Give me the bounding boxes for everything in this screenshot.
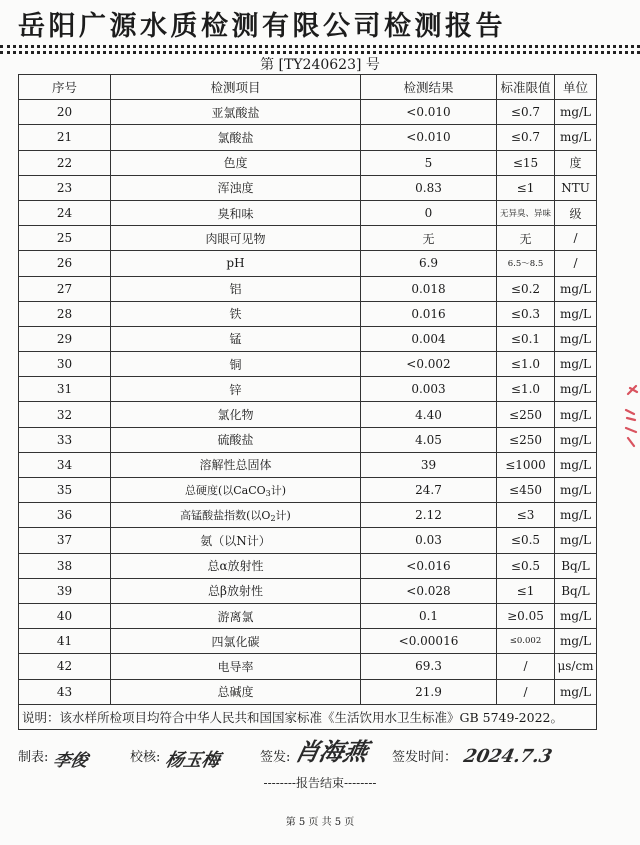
- table-row: [19, 654, 597, 679]
- row-unit: mg/L: [555, 402, 597, 427]
- row-unit: mg/L: [555, 352, 597, 377]
- row-item: 氨（以N计）: [111, 528, 361, 553]
- prepared-by-label: 制表:: [18, 750, 49, 765]
- row-number: 28: [19, 301, 111, 326]
- row-number: 35: [19, 478, 111, 503]
- row-result: 无: [361, 226, 497, 251]
- row-item: 肉眼可见物: [111, 226, 361, 251]
- row-unit: mg/L: [555, 478, 597, 503]
- issue-date-handwritten: 2024.7.3: [461, 746, 554, 767]
- report-end-note: --------报告结束--------: [263, 776, 377, 790]
- row-unit: mg/L: [555, 629, 597, 654]
- row-item: 色度: [111, 150, 361, 175]
- row-item: 亚氯酸盐: [111, 100, 361, 125]
- row-result: 0: [361, 200, 497, 225]
- row-unit: mg/L: [555, 452, 597, 477]
- table-row: [19, 377, 597, 402]
- row-item-subscript: 3: [265, 489, 271, 499]
- table-row: [19, 679, 597, 704]
- table-row: [19, 553, 597, 578]
- row-number: 39: [19, 578, 111, 603]
- row-item: 氯酸盐: [111, 125, 361, 150]
- table-row: [19, 226, 597, 251]
- col-header-limit: 标准限值: [497, 75, 555, 100]
- row-limit: ≤15: [497, 150, 555, 175]
- row-result: <0.002: [361, 352, 497, 377]
- col-header-item: 检测项目: [111, 75, 361, 100]
- row-result: 0.03: [361, 528, 497, 553]
- row-limit: 无: [497, 226, 555, 251]
- row-limit: ≤1: [497, 175, 555, 200]
- issued-by-signature: 肖海燕: [292, 737, 371, 766]
- row-limit: /: [497, 679, 555, 704]
- row-number: 25: [19, 226, 111, 251]
- row-number: 40: [19, 603, 111, 628]
- row-item: 氯化物: [111, 402, 361, 427]
- row-item-suffix: 计): [275, 509, 291, 523]
- row-result: 0.1: [361, 603, 497, 628]
- row-result: 21.9: [361, 679, 497, 704]
- row-result: <0.016: [361, 553, 497, 578]
- row-unit: Bq/L: [555, 553, 597, 578]
- row-result: <0.010: [361, 125, 497, 150]
- row-item: 臭和味: [111, 200, 361, 225]
- row-number: 42: [19, 654, 111, 679]
- table-row: [19, 578, 597, 603]
- checked-by-signature: 杨玉梅: [163, 750, 222, 771]
- row-limit: ≤250: [497, 402, 555, 427]
- title-dotted-rule-top: [0, 45, 640, 48]
- row-unit: Bq/L: [555, 578, 597, 603]
- row-unit: /: [555, 226, 597, 251]
- row-result: 0.004: [361, 326, 497, 351]
- row-limit: ≤0.7: [497, 100, 555, 125]
- report-title: 岳阳广源水质检测有限公司检测报告: [18, 11, 506, 42]
- row-item: 四氯化碳: [111, 629, 361, 654]
- row-item: 电导率: [111, 654, 361, 679]
- row-item: 游离氯: [111, 603, 361, 628]
- row-unit: mg/L: [555, 326, 597, 351]
- row-unit: /: [555, 251, 597, 276]
- row-unit: mg/L: [555, 603, 597, 628]
- row-number: 41: [19, 629, 111, 654]
- row-item: 锌: [111, 377, 361, 402]
- row-item: 总α放射性: [111, 553, 361, 578]
- table-row: [19, 276, 597, 301]
- row-unit: NTU: [555, 175, 597, 200]
- row-item: 浑浊度: [111, 175, 361, 200]
- row-number: 26: [19, 251, 111, 276]
- table-row: [19, 150, 597, 175]
- row-result: <0.028: [361, 578, 497, 603]
- row-result: 69.3: [361, 654, 497, 679]
- row-result: <0.00016: [361, 629, 497, 654]
- table-row: [19, 251, 597, 276]
- row-unit: mg/L: [555, 427, 597, 452]
- signature-row: [18, 736, 598, 770]
- row-unit: mg/L: [555, 100, 597, 125]
- red-seal-edge: [618, 380, 640, 460]
- row-item: [111, 478, 361, 503]
- table-row: [19, 629, 597, 654]
- row-result: 24.7: [361, 478, 497, 503]
- row-limit: ≤1: [497, 578, 555, 603]
- row-result: 0.83: [361, 175, 497, 200]
- table-row: [19, 603, 597, 628]
- row-unit: μs/cm: [555, 654, 597, 679]
- row-item: 溶解性总固体: [111, 452, 361, 477]
- row-unit: mg/L: [555, 503, 597, 528]
- row-unit: mg/L: [555, 276, 597, 301]
- note-row: [19, 704, 597, 729]
- row-result: 39: [361, 452, 497, 477]
- table-row: [19, 352, 597, 377]
- table-row: [19, 452, 597, 477]
- row-result: 2.12: [361, 503, 497, 528]
- row-limit: ≤0.2: [497, 276, 555, 301]
- row-number: 20: [19, 100, 111, 125]
- row-result: 6.9: [361, 251, 497, 276]
- row-result: 4.05: [361, 427, 497, 452]
- results-table: [18, 74, 597, 730]
- row-result: 0.016: [361, 301, 497, 326]
- row-item: [111, 503, 361, 528]
- row-item: 铜: [111, 352, 361, 377]
- row-number: 34: [19, 452, 111, 477]
- row-limit: ≤0.1: [497, 326, 555, 351]
- row-result: 5: [361, 150, 497, 175]
- report-number: 第 [TY240623] 号: [260, 57, 380, 73]
- table-row: [19, 402, 597, 427]
- row-unit: 度: [555, 150, 597, 175]
- row-limit: ≤250: [497, 427, 555, 452]
- row-number: 36: [19, 503, 111, 528]
- row-number: 38: [19, 553, 111, 578]
- row-limit: ≤0.7: [497, 125, 555, 150]
- row-unit: mg/L: [555, 377, 597, 402]
- conformity-note: 说明：该水样所检项目均符合中华人民共和国国家标准《生活饮用水卫生标准》GB 5749-2022。: [19, 704, 597, 729]
- table-row: [19, 100, 597, 125]
- table-row: [19, 528, 597, 553]
- row-item: 硫酸盐: [111, 427, 361, 452]
- row-item: 铁: [111, 301, 361, 326]
- row-number: 37: [19, 528, 111, 553]
- col-header-result: 检测结果: [361, 75, 497, 100]
- row-item: 总碱度: [111, 679, 361, 704]
- row-limit: ≤3: [497, 503, 555, 528]
- row-limit: ≤450: [497, 478, 555, 503]
- row-limit: ≤0.5: [497, 553, 555, 578]
- row-number: 32: [19, 402, 111, 427]
- table-row: [19, 503, 597, 528]
- row-limit: ≤1000: [497, 452, 555, 477]
- table-row: [19, 326, 597, 351]
- row-result: 4.40: [361, 402, 497, 427]
- row-number: 23: [19, 175, 111, 200]
- row-item: 锰: [111, 326, 361, 351]
- row-limit: ≤0.3: [497, 301, 555, 326]
- page-number: 第 5 页 共 5 页: [285, 817, 355, 828]
- row-number: 22: [19, 150, 111, 175]
- row-number: 21: [19, 125, 111, 150]
- row-unit: mg/L: [555, 528, 597, 553]
- prepared-by-signature: 李俊: [51, 751, 90, 771]
- row-unit: mg/L: [555, 301, 597, 326]
- row-number: 29: [19, 326, 111, 351]
- issued-by-label: 签发:: [260, 750, 291, 765]
- row-number: 31: [19, 377, 111, 402]
- row-limit: ≤0.5: [497, 528, 555, 553]
- row-limit: ≤1.0: [497, 377, 555, 402]
- table-row: [19, 175, 597, 200]
- checked-by-label: 校核:: [130, 750, 161, 765]
- row-limit: 6.5～8.5: [497, 251, 555, 276]
- row-item: 铝: [111, 276, 361, 301]
- row-item-suffix: 计): [270, 484, 287, 498]
- table-row: [19, 200, 597, 225]
- row-limit: /: [497, 654, 555, 679]
- col-header-no: 序号: [19, 75, 111, 100]
- row-limit: 无异臭、异味: [497, 200, 555, 225]
- row-number: 27: [19, 276, 111, 301]
- col-header-unit: 单位: [555, 75, 597, 100]
- results-table-body: [19, 100, 597, 705]
- row-limit: ≤0.002: [497, 629, 555, 654]
- row-unit: 级: [555, 200, 597, 225]
- row-item-text: 高锰酸盐指数(以O: [180, 509, 271, 523]
- row-item-subscript: 2: [270, 514, 276, 524]
- table-row: [19, 478, 597, 503]
- row-result: 0.003: [361, 377, 497, 402]
- row-number: 30: [19, 352, 111, 377]
- table-row: [19, 301, 597, 326]
- table-row: [19, 427, 597, 452]
- row-limit: ≥0.05: [497, 603, 555, 628]
- row-limit: ≤1.0: [497, 352, 555, 377]
- row-item: pH: [111, 251, 361, 276]
- row-item: 总β放射性: [111, 578, 361, 603]
- row-unit: mg/L: [555, 125, 597, 150]
- row-number: 24: [19, 200, 111, 225]
- row-item-text: 总硬度(以CaCO: [184, 484, 266, 498]
- row-result: <0.010: [361, 100, 497, 125]
- row-number: 33: [19, 427, 111, 452]
- row-result: 0.018: [361, 276, 497, 301]
- row-number: 43: [19, 679, 111, 704]
- table-row: [19, 125, 597, 150]
- table-header-row: [19, 75, 597, 100]
- issue-date-label: 签发时间：: [392, 750, 458, 765]
- row-unit: mg/L: [555, 679, 597, 704]
